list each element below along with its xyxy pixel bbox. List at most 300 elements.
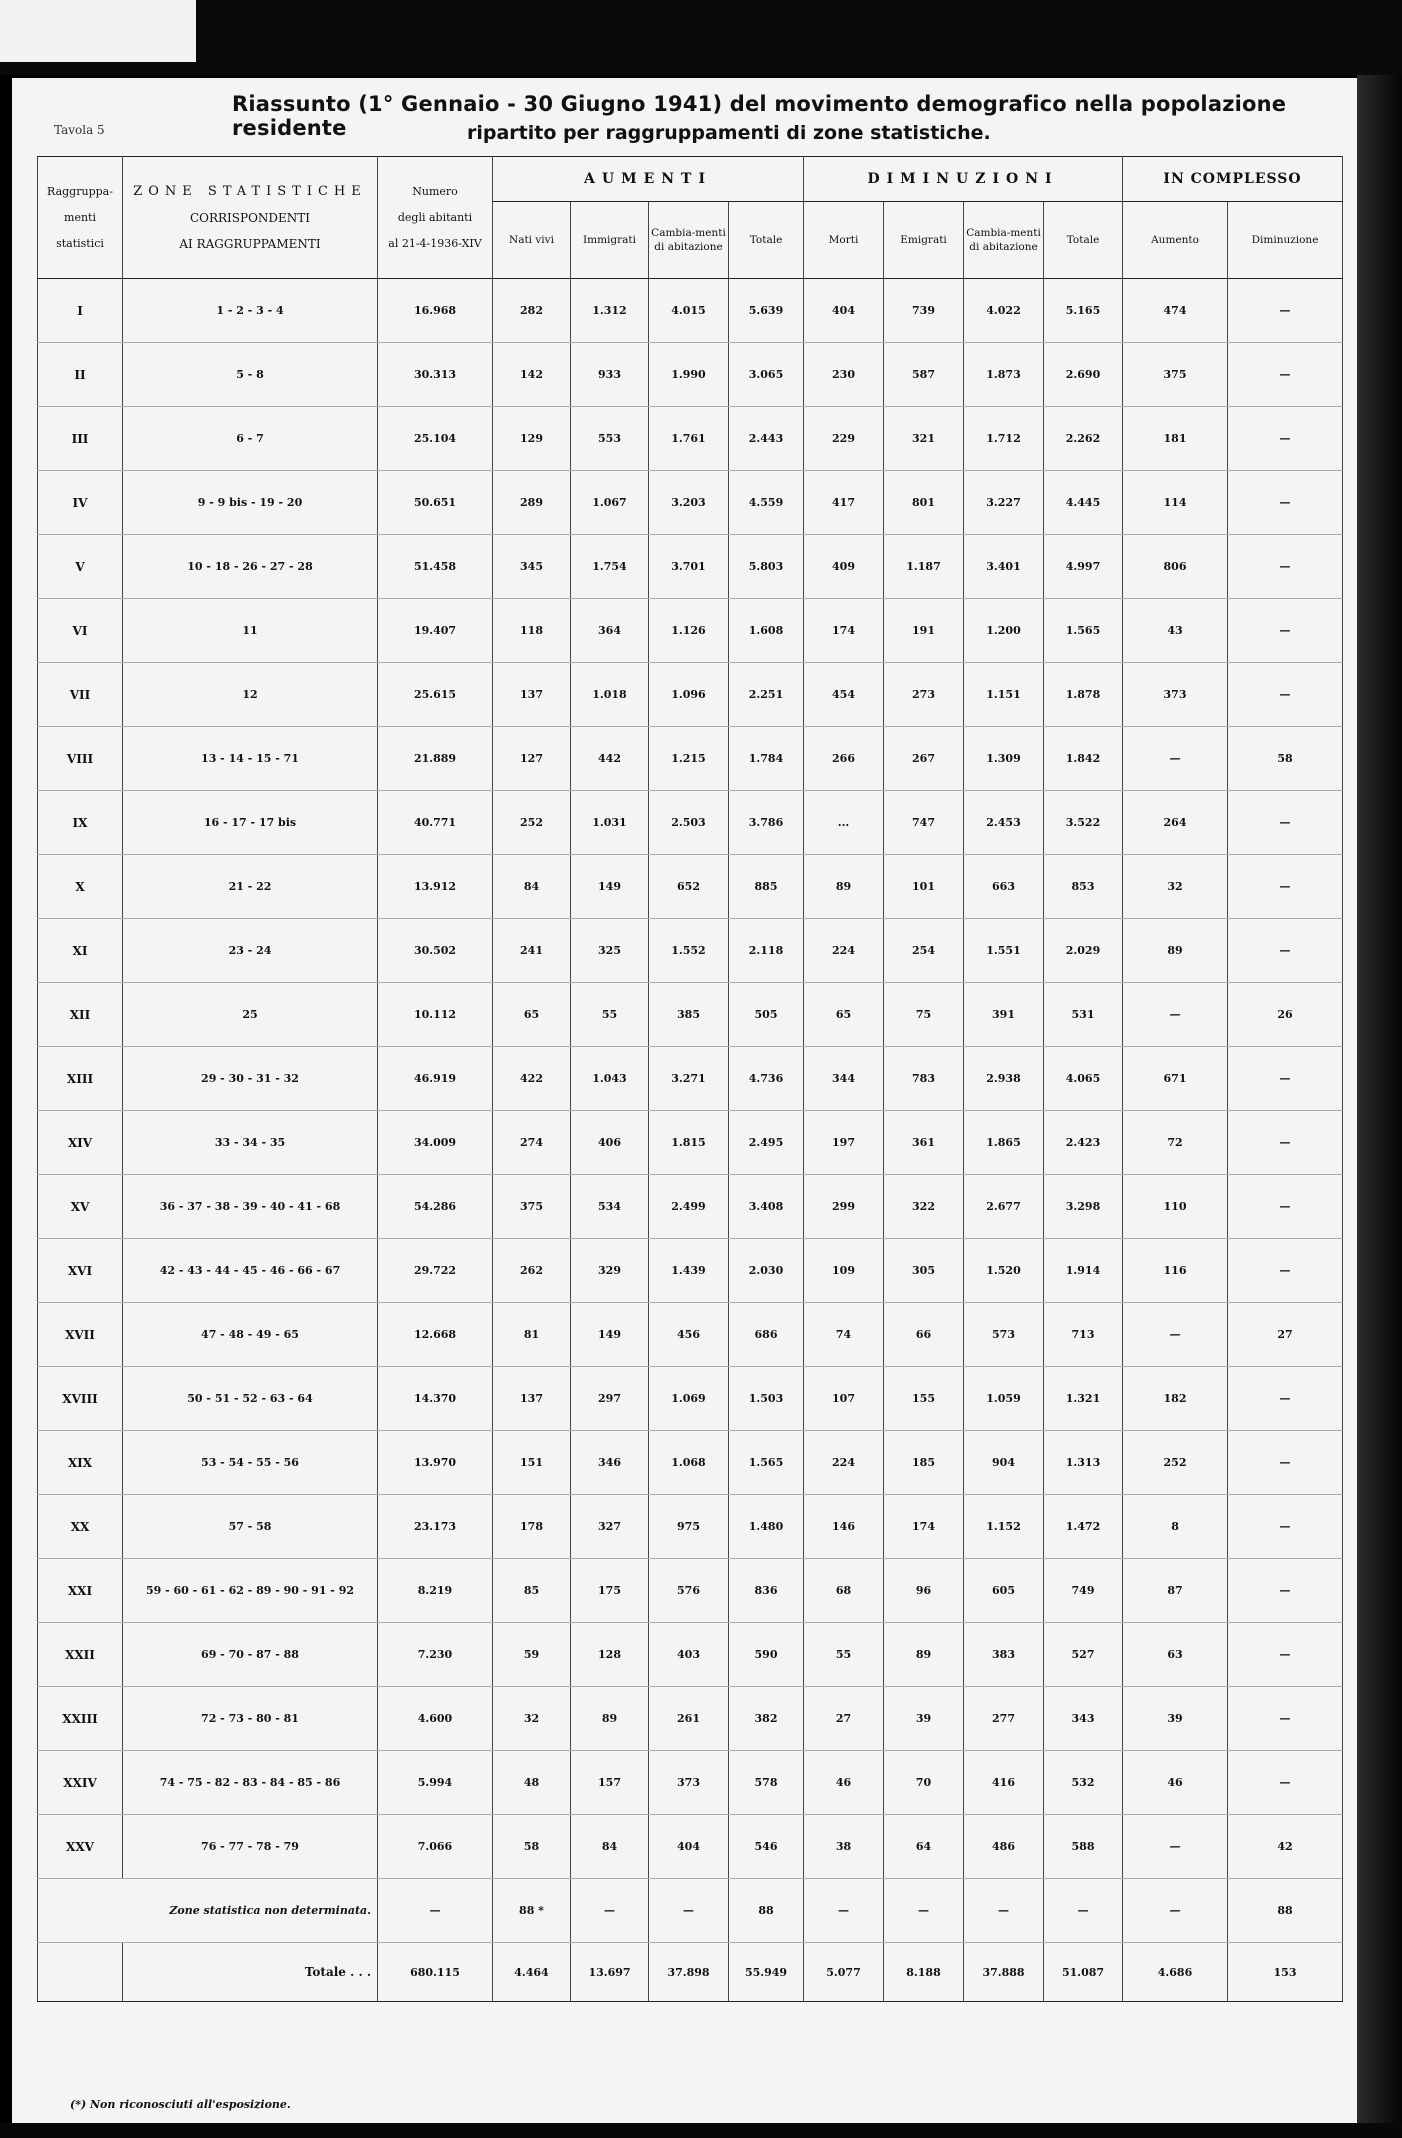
table-cell: — [1123, 1303, 1228, 1367]
table-cell: 329 [571, 1239, 649, 1303]
table-cell: — [1228, 343, 1343, 407]
table-cell: 252 [1123, 1431, 1228, 1495]
table-cell: 58 [1228, 727, 1343, 791]
table-cell: 261 [649, 1687, 729, 1751]
table-cell: 273 [884, 663, 964, 727]
table-cell: 409 [804, 535, 884, 599]
zones-cell: 33 - 34 - 35 [123, 1111, 378, 1175]
table-cell: 137 [493, 663, 571, 727]
table-cell: 110 [1123, 1175, 1228, 1239]
table-cell: 153 [1228, 1943, 1343, 2002]
zones-cell: 13 - 14 - 15 - 71 [123, 727, 378, 791]
table-cell: 197 [804, 1111, 884, 1175]
table-cell: 4.736 [729, 1047, 804, 1111]
group-id-cell: I [38, 279, 123, 343]
table-cell: 2.677 [964, 1175, 1044, 1239]
table-cell: 14.370 [378, 1367, 493, 1431]
group-id-cell: VIII [38, 727, 123, 791]
table-cell: — [649, 1879, 729, 1943]
table-cell: 149 [571, 855, 649, 919]
table-cell: — [1228, 1495, 1343, 1559]
table-cell: 4.464 [493, 1943, 571, 2002]
table-cell: 55.949 [729, 1943, 804, 2002]
table-cell: 1.565 [1044, 599, 1123, 663]
table-cell: 2.118 [729, 919, 804, 983]
table-cell: 3.701 [649, 535, 729, 599]
group-id-cell: VII [38, 663, 123, 727]
table-cell: 27 [1228, 1303, 1343, 1367]
group-id-cell: XV [38, 1175, 123, 1239]
table-cell: 4.022 [964, 279, 1044, 343]
group-id-cell: XX [38, 1495, 123, 1559]
table-cell: 155 [884, 1367, 964, 1431]
group-id-cell: XXV [38, 1815, 123, 1879]
table-cell: 1.608 [729, 599, 804, 663]
table-cell: 262 [493, 1239, 571, 1303]
table-cell: 16.968 [378, 279, 493, 343]
zones-cell: 72 - 73 - 80 - 81 [123, 1687, 378, 1751]
table-cell: 1.151 [964, 663, 1044, 727]
table-row [38, 1239, 1343, 1303]
table-cell: 254 [884, 919, 964, 983]
group-id-cell: XXIII [38, 1687, 123, 1751]
table-cell: 25.615 [378, 663, 493, 727]
table-row [38, 1495, 1343, 1559]
table-cell: 37.888 [964, 1943, 1044, 2002]
table-cell: 1.096 [649, 663, 729, 727]
table-cell: 46 [804, 1751, 884, 1815]
table-cell: 96 [884, 1559, 964, 1623]
col-header-nati-vivi: Nati vivi [493, 202, 571, 279]
col-header-diminuzione: Diminuzione [1228, 202, 1343, 279]
table-cell: 8.219 [378, 1559, 493, 1623]
table-cell: 59 [493, 1623, 571, 1687]
table-row [38, 1559, 1343, 1623]
table-cell: — [1228, 1367, 1343, 1431]
table-cell: 391 [964, 983, 1044, 1047]
table-cell: 321 [884, 407, 964, 471]
table-cell: 486 [964, 1815, 1044, 1879]
table-cell: 8.188 [884, 1943, 964, 2002]
table-cell: 13.970 [378, 1431, 493, 1495]
document-page [12, 78, 1357, 2123]
table-cell: 2.690 [1044, 343, 1123, 407]
table-cell: 2.495 [729, 1111, 804, 1175]
table-cell: 553 [571, 407, 649, 471]
table-cell: 325 [571, 919, 649, 983]
table-cell: 89 [1123, 919, 1228, 983]
table-cell: 2.443 [729, 407, 804, 471]
table-cell: 2.423 [1044, 1111, 1123, 1175]
table-cell: 42 [1228, 1815, 1343, 1879]
table-cell: 7.230 [378, 1623, 493, 1687]
table-cell: 933 [571, 343, 649, 407]
table-cell: 70 [884, 1751, 964, 1815]
zones-cell: 21 - 22 [123, 855, 378, 919]
table-cell: 241 [493, 919, 571, 983]
table-cell: 252 [493, 791, 571, 855]
zones-cell: 11 [123, 599, 378, 663]
table-cell: 87 [1123, 1559, 1228, 1623]
table-cell: 37.898 [649, 1943, 729, 2002]
table-cell: 13.697 [571, 1943, 649, 2002]
table-cell: 7.066 [378, 1815, 493, 1879]
table-cell: 267 [884, 727, 964, 791]
table-row [38, 343, 1343, 407]
table-cell: — [1123, 983, 1228, 1047]
table-cell: 39 [884, 1687, 964, 1751]
table-cell: 89 [804, 855, 884, 919]
table-row [38, 919, 1343, 983]
zones-cell: 57 - 58 [123, 1495, 378, 1559]
table-cell: 46 [1123, 1751, 1228, 1815]
table-cell: 66 [884, 1303, 964, 1367]
table-cell: — [1228, 535, 1343, 599]
table-cell: 1.503 [729, 1367, 804, 1431]
table-cell: 277 [964, 1687, 1044, 1751]
col-header-raggruppamenti: Raggruppa- menti statistici [38, 157, 123, 279]
group-id-cell: XII [38, 983, 123, 1047]
table-cell: 532 [1044, 1751, 1123, 1815]
table-cell: 590 [729, 1623, 804, 1687]
table-cell: 1.815 [649, 1111, 729, 1175]
table-row [38, 1047, 1343, 1111]
table-cell: 2.503 [649, 791, 729, 855]
group-id-cell: IX [38, 791, 123, 855]
table-cell: 904 [964, 1431, 1044, 1495]
table-cell: 264 [1123, 791, 1228, 855]
non-determinata-row [38, 1879, 1343, 1943]
col-header-aumento: Aumento [1123, 202, 1228, 279]
table-row [38, 279, 1343, 343]
table-cell: 4.445 [1044, 471, 1123, 535]
table-cell: 2.453 [964, 791, 1044, 855]
table-cell: 375 [1123, 343, 1228, 407]
table-cell: 230 [804, 343, 884, 407]
table-cell: 50.651 [378, 471, 493, 535]
table-cell: 149 [571, 1303, 649, 1367]
table-cell: — [1228, 1047, 1343, 1111]
table-cell: 587 [884, 343, 964, 407]
table-cell: 505 [729, 983, 804, 1047]
group-id-cell: V [38, 535, 123, 599]
group-id-cell: XXII [38, 1623, 123, 1687]
table-row [38, 1367, 1343, 1431]
demographic-table [37, 156, 1343, 2002]
table-row [38, 407, 1343, 471]
group-id-cell: XIV [38, 1111, 123, 1175]
table-cell: 174 [884, 1495, 964, 1559]
zones-cell: 69 - 70 - 87 - 88 [123, 1623, 378, 1687]
table-cell: 4.686 [1123, 1943, 1228, 2002]
table-cell: 182 [1123, 1367, 1228, 1431]
table-cell: 32 [1123, 855, 1228, 919]
table-cell: 1.018 [571, 663, 649, 727]
table-cell: 456 [649, 1303, 729, 1367]
table-cell: 417 [804, 471, 884, 535]
table-cell: 81 [493, 1303, 571, 1367]
table-cell: 65 [804, 983, 884, 1047]
table-row [38, 599, 1343, 663]
zones-cell: 5 - 8 [123, 343, 378, 407]
table-cell: 129 [493, 407, 571, 471]
table-cell: 55 [804, 1623, 884, 1687]
table-cell: 19.407 [378, 599, 493, 663]
table-cell: 4.065 [1044, 1047, 1123, 1111]
table-cell: — [1228, 1111, 1343, 1175]
group-id-cell: XVII [38, 1303, 123, 1367]
table-cell: 5.077 [804, 1943, 884, 2002]
col-header-cambiamenti-aumenti: Cambia-menti di abitazione [649, 202, 729, 279]
table-cell: — [964, 1879, 1044, 1943]
group-id-cell: X [38, 855, 123, 919]
scan-top-border [0, 0, 1402, 75]
table-cell: 21.889 [378, 727, 493, 791]
table-cell: 127 [493, 727, 571, 791]
table-row [38, 535, 1343, 599]
table-cell: 442 [571, 727, 649, 791]
table-cell: 1.472 [1044, 1495, 1123, 1559]
table-cell: 13.912 [378, 855, 493, 919]
group-id-cell: XIII [38, 1047, 123, 1111]
table-row [38, 1111, 1343, 1175]
table-cell: 1.043 [571, 1047, 649, 1111]
table-row [38, 1687, 1343, 1751]
col-header-immigrati: Immigrati [571, 202, 649, 279]
table-cell: — [1228, 1431, 1343, 1495]
col-header-totale-diminuzioni: Totale [1044, 202, 1123, 279]
group-id-cell: XIX [38, 1431, 123, 1495]
col-header-emigrati: Emigrati [884, 202, 964, 279]
table-cell: 29.722 [378, 1239, 493, 1303]
table-cell: 30.313 [378, 343, 493, 407]
group-header-complesso: IN COMPLESSO [1123, 157, 1343, 202]
table-cell: 5.994 [378, 1751, 493, 1815]
table-cell: 3.401 [964, 535, 1044, 599]
zones-cell: 9 - 9 bis - 19 - 20 [123, 471, 378, 535]
table-cell: 142 [493, 343, 571, 407]
table-cell: 1.914 [1044, 1239, 1123, 1303]
table-cell: — [378, 1879, 493, 1943]
zones-cell: 50 - 51 - 52 - 63 - 64 [123, 1367, 378, 1431]
table-cell: 361 [884, 1111, 964, 1175]
footnote: (*) Non riconosciuti all'esposizione. [70, 2098, 291, 2111]
table-cell: 1.761 [649, 407, 729, 471]
table-cell: 23.173 [378, 1495, 493, 1559]
table-cell: 38 [804, 1815, 884, 1879]
zones-cell: 6 - 7 [123, 407, 378, 471]
table-cell: 3.227 [964, 471, 1044, 535]
table-cell: 116 [1123, 1239, 1228, 1303]
table-cell: 4.015 [649, 279, 729, 343]
zones-cell: 74 - 75 - 82 - 83 - 84 - 85 - 86 [123, 1751, 378, 1815]
table-cell: 26 [1228, 983, 1343, 1047]
group-id-cell: XXI [38, 1559, 123, 1623]
table-cell: 224 [804, 1431, 884, 1495]
table-cell: 1.313 [1044, 1431, 1123, 1495]
totale-row [38, 1943, 1343, 2002]
group-header-aumenti: AUMENTI [493, 157, 804, 202]
table-cell: 531 [1044, 983, 1123, 1047]
table-cell: 274 [493, 1111, 571, 1175]
table-cell: 305 [884, 1239, 964, 1303]
table-cell: 1.878 [1044, 663, 1123, 727]
table-cell: 1.187 [884, 535, 964, 599]
table-cell: 2.251 [729, 663, 804, 727]
table-cell: 1.784 [729, 727, 804, 791]
zones-cell: 53 - 54 - 55 - 56 [123, 1431, 378, 1495]
table-cell: 671 [1123, 1047, 1228, 1111]
table-cell: 12.668 [378, 1303, 493, 1367]
table-cell: 454 [804, 663, 884, 727]
table-cell: 853 [1044, 855, 1123, 919]
table-cell: 836 [729, 1559, 804, 1623]
table-cell: 40.771 [378, 791, 493, 855]
table-cell: 114 [1123, 471, 1228, 535]
table-cell: 1.059 [964, 1367, 1044, 1431]
table-cell: 63 [1123, 1623, 1228, 1687]
table-cell: 1.865 [964, 1111, 1044, 1175]
table-cell: 1.552 [649, 919, 729, 983]
table-cell: 345 [493, 535, 571, 599]
table-cell: 385 [649, 983, 729, 1047]
table-cell: 382 [729, 1687, 804, 1751]
table-cell: 137 [493, 1367, 571, 1431]
table-cell: — [1228, 1239, 1343, 1303]
table-cell: — [804, 1879, 884, 1943]
table-cell: 1.126 [649, 599, 729, 663]
table-row [38, 1303, 1343, 1367]
table-cell: 5.639 [729, 279, 804, 343]
table-cell: 546 [729, 1815, 804, 1879]
table-row [38, 1815, 1343, 1879]
table-cell: 1.873 [964, 343, 1044, 407]
zones-cell: 29 - 30 - 31 - 32 [123, 1047, 378, 1111]
table-cell: 343 [1044, 1687, 1123, 1751]
group-id-cell: XVI [38, 1239, 123, 1303]
table-cell: 128 [571, 1623, 649, 1687]
zones-cell: 36 - 37 - 38 - 39 - 40 - 41 - 68 [123, 1175, 378, 1239]
table-cell: 403 [649, 1623, 729, 1687]
table-cell: 224 [804, 919, 884, 983]
col-header-abitanti: Numero degli abitanti al 21-4-1936-XIV [378, 157, 493, 279]
table-cell: 65 [493, 983, 571, 1047]
table-cell: 322 [884, 1175, 964, 1239]
table-cell: 55 [571, 983, 649, 1047]
table-cell: 2.499 [649, 1175, 729, 1239]
table-cell: 747 [884, 791, 964, 855]
table-cell: 373 [1123, 663, 1228, 727]
table-cell: — [1228, 1751, 1343, 1815]
table-cell: 178 [493, 1495, 571, 1559]
table-cell: 739 [884, 279, 964, 343]
table-cell: — [1228, 471, 1343, 535]
table-cell: 109 [804, 1239, 884, 1303]
table-cell: — [1228, 1623, 1343, 1687]
table-cell: 1.712 [964, 407, 1044, 471]
table-cell: 289 [493, 471, 571, 535]
table-cell: 406 [571, 1111, 649, 1175]
zones-cell: 10 - 18 - 26 - 27 - 28 [123, 535, 378, 599]
table-cell: 88 * [493, 1879, 571, 1943]
table-cell: 1.480 [729, 1495, 804, 1559]
table-cell: 39 [1123, 1687, 1228, 1751]
zones-cell: 1 - 2 - 3 - 4 [123, 279, 378, 343]
table-cell: 5.803 [729, 535, 804, 599]
table-cell: 422 [493, 1047, 571, 1111]
table-cell: 1.068 [649, 1431, 729, 1495]
table-cell: 605 [964, 1559, 1044, 1623]
group-id-cell: XXIV [38, 1751, 123, 1815]
scan-right-edge [1357, 75, 1402, 2138]
table-cell: 46.919 [378, 1047, 493, 1111]
table-cell: 1.312 [571, 279, 649, 343]
table-cell: 783 [884, 1047, 964, 1111]
table-cell: 54.286 [378, 1175, 493, 1239]
empty-cell [38, 1943, 123, 2002]
table-cell: 680.115 [378, 1943, 493, 2002]
table-cell: 27 [804, 1687, 884, 1751]
zones-cell: 47 - 48 - 49 - 65 [123, 1303, 378, 1367]
col-header-cambiamenti-diminuzioni: Cambia-menti di abitazione [964, 202, 1044, 279]
table-cell: — [571, 1879, 649, 1943]
table-cell: 107 [804, 1367, 884, 1431]
table-cell: — [1228, 791, 1343, 855]
table-cell: 527 [1044, 1623, 1123, 1687]
zones-cell: 23 - 24 [123, 919, 378, 983]
table-cell: 1.067 [571, 471, 649, 535]
table-cell: 32 [493, 1687, 571, 1751]
table-cell: 43 [1123, 599, 1228, 663]
table-cell: 663 [964, 855, 1044, 919]
table-cell: 75 [884, 983, 964, 1047]
table-cell: — [1228, 599, 1343, 663]
table-cell: 88 [1228, 1879, 1343, 1943]
group-id-cell: II [38, 343, 123, 407]
table-cell: 146 [804, 1495, 884, 1559]
table-body [38, 279, 1343, 2002]
table-cell: 266 [804, 727, 884, 791]
table-cell: 64 [884, 1815, 964, 1879]
table-cell: 588 [1044, 1815, 1123, 1879]
table-cell: 101 [884, 855, 964, 919]
table-cell: 713 [1044, 1303, 1123, 1367]
table-cell: 118 [493, 599, 571, 663]
table-cell: 1.309 [964, 727, 1044, 791]
table-row [38, 1623, 1343, 1687]
table-cell: 34.009 [378, 1111, 493, 1175]
group-id-cell: III [38, 407, 123, 471]
table-cell: 10.112 [378, 983, 493, 1047]
table-cell: 3.065 [729, 343, 804, 407]
table-cell: 749 [1044, 1559, 1123, 1623]
table-row [38, 855, 1343, 919]
table-cell: 364 [571, 599, 649, 663]
table-cell: 1.321 [1044, 1367, 1123, 1431]
table-cell: 2.938 [964, 1047, 1044, 1111]
table-row [38, 471, 1343, 535]
table-cell: — [1123, 1815, 1228, 1879]
table-cell: 89 [571, 1687, 649, 1751]
table-cell: 1.551 [964, 919, 1044, 983]
page-title: Riassunto (1° Gennaio - 30 Giugno 1941) del movimento demografico nella popolazione residente [232, 92, 1287, 140]
table-cell: 3.203 [649, 471, 729, 535]
table-cell: — [1228, 279, 1343, 343]
table-cell: 404 [804, 279, 884, 343]
zones-cell: 76 - 77 - 78 - 79 [123, 1815, 378, 1879]
table-cell: 801 [884, 471, 964, 535]
table-cell: 416 [964, 1751, 1044, 1815]
